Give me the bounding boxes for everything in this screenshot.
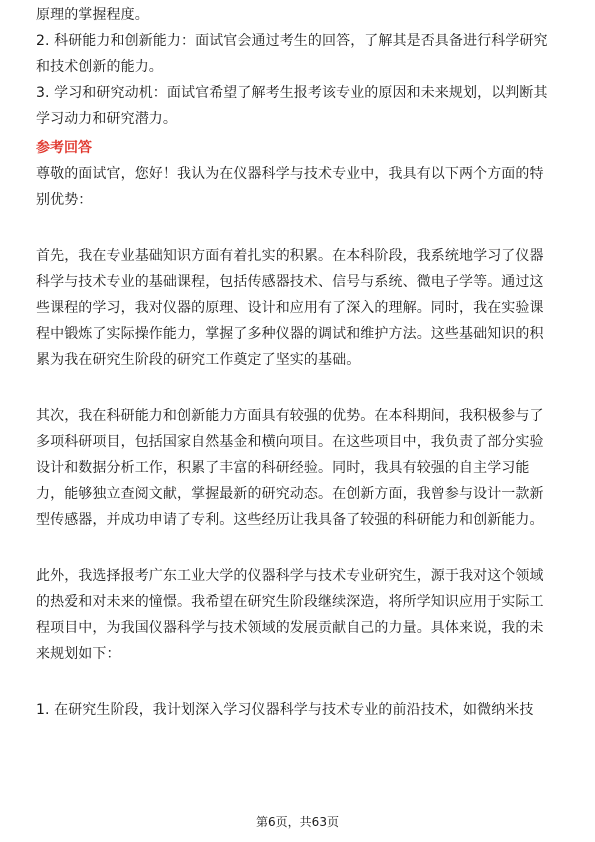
text-line: 程中锻炼了实际操作能力，掌握了多种仪器的调试和维护方法。这些基础知识的积 [36, 326, 544, 342]
text-line: 和技术创新的能力。 [36, 59, 163, 75]
text-line: 2. 科研能力和创新能力：面试官会通过考生的回答，了解其是否具备进行科学研究 [36, 33, 548, 49]
text-line: 原理的掌握程度。 [36, 7, 149, 23]
page-number-footer: 第6页，共63页 [256, 815, 339, 829]
text-line: 此外，我选择报考广东工业大学的仪器科学与技术专业研究生，源于我对这个领域 [36, 568, 544, 584]
text-line: 多项科研项目，包括国家自然基金和横向项目。在这些项目中，我负责了部分实验 [36, 434, 544, 450]
criteria-tail-text [36, 2, 560, 28]
text-line: 的热爱和对未来的憧憬。我希望在研究生阶段继续深造，将所学知识应用于实际工 [36, 594, 544, 610]
text-line: 其次，我在科研能力和创新能力方面具有较强的优势。在本科期间，我积极参与了 [36, 408, 544, 424]
text-line: 程项目中，为我国仪器科学与技术领域的发展贡献自己的力量。具体来说，我的未 [36, 620, 544, 636]
text-line: 首先，我在专业基础知识方面有着扎实的积累。在本科阶段，我系统地学习了仪器 [36, 248, 544, 264]
criteria-item-2 [36, 28, 560, 80]
text-line: 1. 在研究生阶段，我计划深入学习仪器科学与技术专业的前沿技术，如微纳米技 [36, 702, 534, 718]
greeting-paragraph [36, 161, 560, 213]
plan-item-1 [36, 697, 560, 723]
text-line: 累为我在研究生阶段的研究工作奠定了坚实的基础。 [36, 352, 361, 368]
third-paragraph [36, 563, 560, 667]
first-paragraph [36, 243, 560, 373]
criteria-item-3 [36, 80, 560, 132]
text-line: 学习动力和研究潜力。 [36, 111, 177, 127]
text-line: 来规划如下： [36, 646, 121, 662]
text-line: 设计和数据分析工作，积累了丰富的科研经验。同时，我具有较强的自主学习能 [36, 460, 530, 476]
reference-answer-heading: 参考回答 [36, 140, 92, 156]
text-line: 尊敬的面试官，您好！我认为在仪器科学与技术专业中，我具有以下两个方面的特 [36, 166, 544, 182]
text-line: 科学与技术专业的基础课程，包括传感器技术、信号与系统、微电子学等。通过这 [36, 274, 544, 290]
text-line: 3. 学习和研究动机：面试官希望了解考生报考该专业的原因和未来规划，以判断其 [36, 85, 548, 101]
text-line: 别优势： [36, 192, 93, 208]
text-line: 型传感器，并成功申请了专利。这些经历让我具备了较强的科研能力和创新能力。 [36, 512, 544, 528]
text-line: 力，能够独立查阅文献，掌握最新的研究动态。在创新方面，我曾参与设计一款新 [36, 486, 544, 502]
page-content [36, 2, 560, 723]
second-paragraph [36, 403, 560, 533]
text-line: 些课程的学习，我对仪器的原理、设计和应用有了深入的理解。同时，我在实验课 [36, 300, 544, 316]
